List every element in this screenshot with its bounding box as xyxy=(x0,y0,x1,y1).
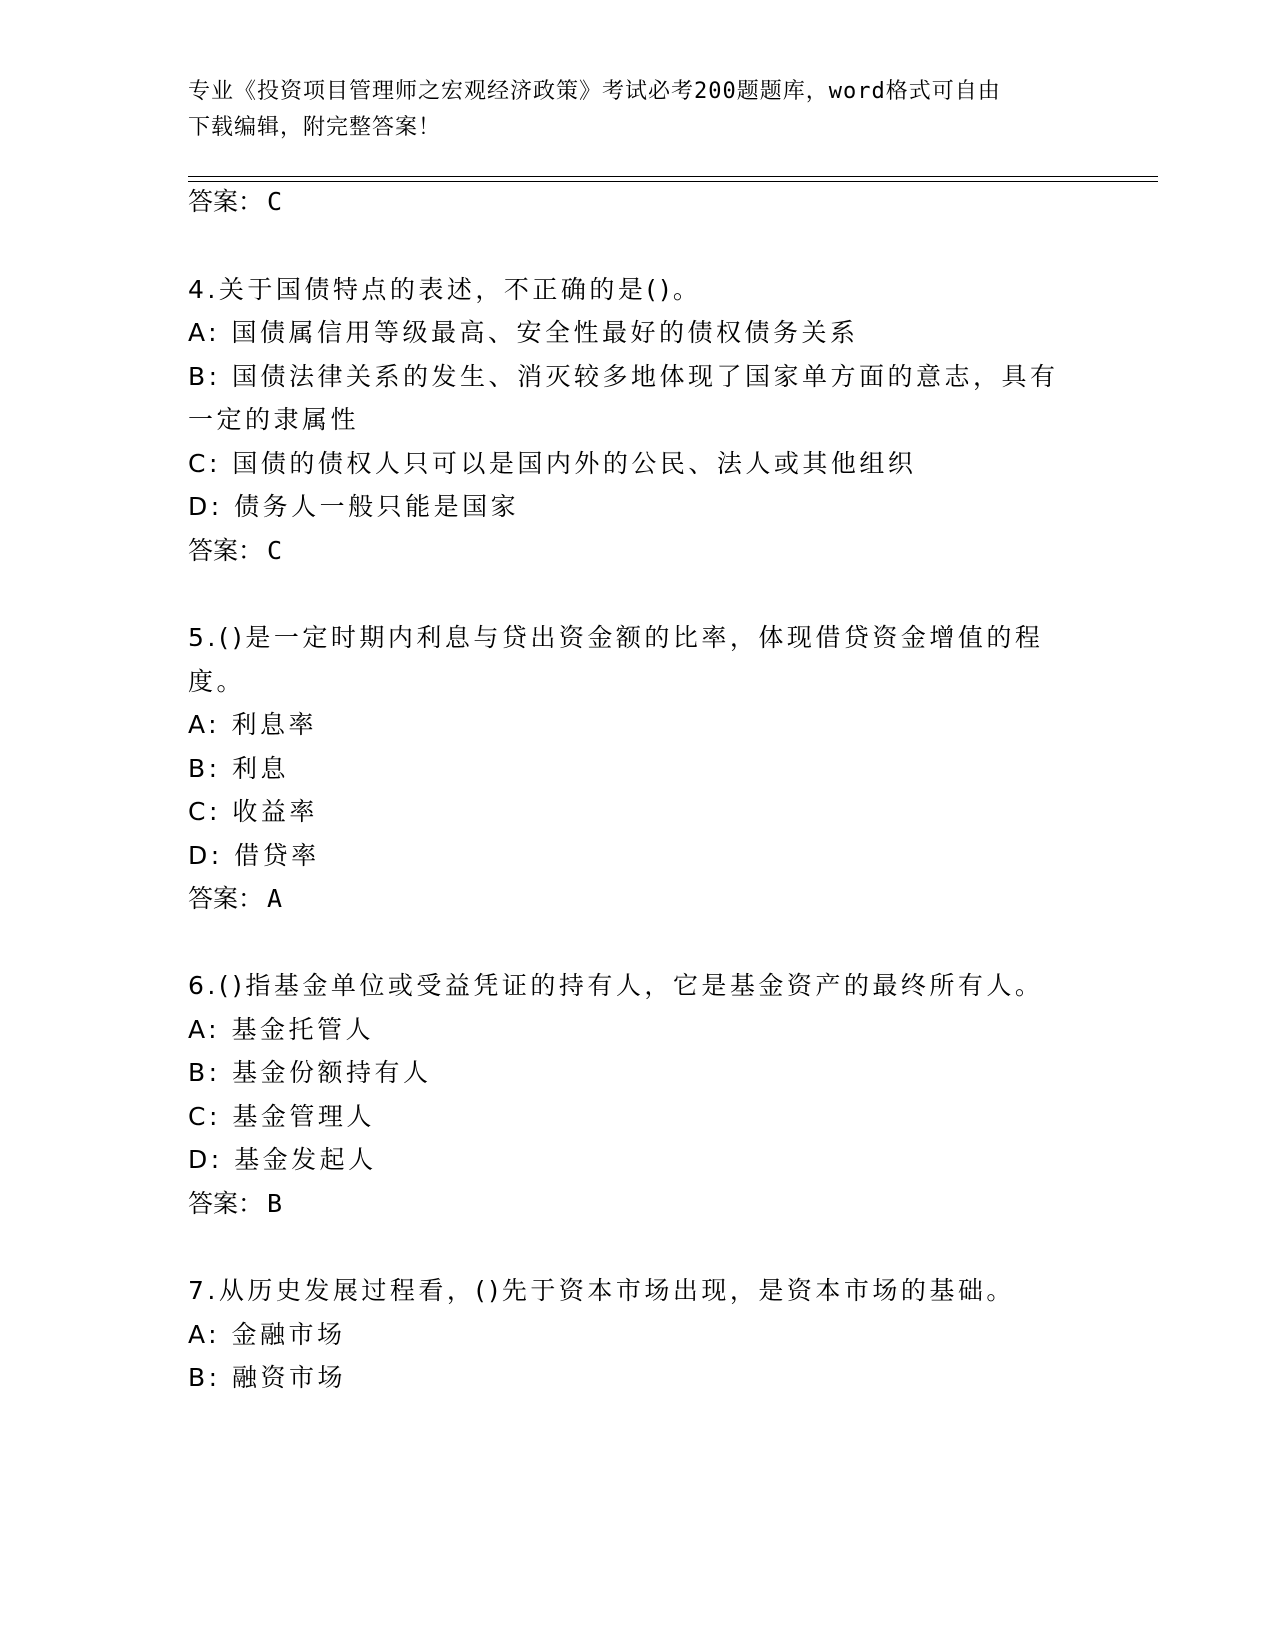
question-6-option-d: D: 基金发起人 xyxy=(188,1145,377,1174)
answer-prefix: 答案： xyxy=(188,536,264,565)
question-4-option-d: D: 债务人一般只能是国家 xyxy=(188,492,520,521)
question-6-stem: 6.()指基金单位或受益凭证的持有人，它是基金资产的最终所有人。 xyxy=(188,971,1044,1000)
question-7-option-a: A: 金融市场 xyxy=(188,1320,346,1349)
header-divider-bottom xyxy=(188,181,1158,182)
question-4-stem: 4.关于国债特点的表述，不正确的是()。 xyxy=(188,275,702,304)
answer-q3 xyxy=(188,187,282,217)
question-4-option-a: A: 国债属信用等级最高、安全性最好的债权债务关系 xyxy=(188,318,859,347)
question-6-option-c: C: 基金管理人 xyxy=(188,1102,375,1131)
answer-value: B xyxy=(267,1189,283,1218)
answer-prefix: 答案： xyxy=(188,187,264,216)
answer-prefix: 答案： xyxy=(188,884,264,913)
answer-value: C xyxy=(267,536,283,565)
question-7-option-b: B: 融资市场 xyxy=(188,1363,347,1392)
question-5-option-c: C: 收益率 xyxy=(188,797,318,826)
question-5-option-b: B: 利息 xyxy=(188,754,290,783)
answer-value: C xyxy=(267,187,283,216)
question-7-stem: 7.从历史发展过程看，()先于资本市场出现，是资本市场的基础。 xyxy=(188,1276,1015,1305)
answer-q6 xyxy=(188,1189,282,1219)
question-4-option-b-line1: B: 国债法律关系的发生、消灭较多地体现了国家单方面的意志，具有 xyxy=(188,362,1059,391)
question-5-stem-line1: 5.()是一定时期内利息与贷出资金额的比率，体现借贷资金增值的程 xyxy=(188,623,1044,652)
document-header xyxy=(188,74,1068,146)
header-divider-top xyxy=(188,176,1158,177)
question-6-option-a: A: 基金托管人 xyxy=(188,1015,375,1044)
question-5-stem-line2: 度。 xyxy=(188,667,246,696)
answer-value: A xyxy=(267,884,283,913)
answer-prefix: 答案： xyxy=(188,1189,264,1218)
question-4-option-b-line2: 一定的隶属性 xyxy=(188,405,360,434)
question-4-option-c: C: 国债的债权人只可以是国内外的公民、法人或其他组织 xyxy=(188,449,917,478)
question-6-option-b: B: 基金份额持有人 xyxy=(188,1058,432,1087)
header-title-line1: 专业《投资项目管理师之宏观经济政策》考试必考200题题库，word格式可自由 xyxy=(188,79,1001,104)
header-title-line2: 下载编辑，附完整答案！ xyxy=(188,115,442,140)
question-5-option-d: D: 借贷率 xyxy=(188,841,320,870)
question-5-option-a: A: 利息率 xyxy=(188,710,318,739)
answer-q5 xyxy=(188,884,282,914)
answer-q4 xyxy=(188,536,282,566)
